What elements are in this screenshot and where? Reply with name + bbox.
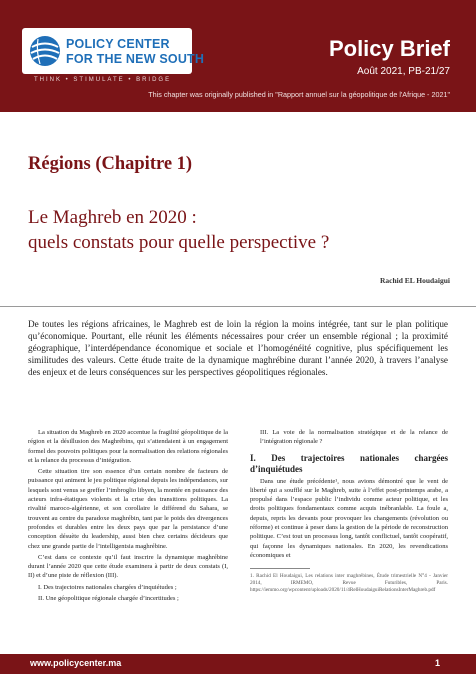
tagline: THINK • STIMULATE • BRIDGE [34,77,172,83]
footnote: 1. Rachid El Houdaigui, Les relations inter maghrébines, Étude trimestrielle N°4 - Janvier 2014, IRMEMO, Revue Futuribles, Paris. https://iemmo.org/wpcontent/uploads/2020/11/4RelHoudaiguiRelationsInterMaghreb.pdf [250,573,448,594]
header-band [0,0,476,112]
outline-item: I. Des trajectoires nationales chargées d’inquiétudes ; [38,583,177,591]
abstract-divider [0,306,476,307]
left-column [28,428,228,605]
main-title-line2: quels constats pour quelle perspective ? [28,232,330,253]
outline-item: II. Une géopolitique régionale chargée d’incertitudes ; [38,595,179,603]
website-link[interactable]: www.policycenter.ma [30,658,122,668]
right-column [250,428,448,596]
logo-text-line2: FOR THE NEW SOUTH [66,52,205,66]
logo-text-line1: POLICY CENTER [66,37,170,51]
main-title-line1: Le Maghreb en 2020 : [28,207,197,228]
outline-item: III. La voie de la normalisation stratégique et de la relance de l’intégration régionale ? [260,429,448,446]
author-name: Rachid EL Houdaigui [379,276,450,285]
brief-title: Policy Brief [328,36,450,61]
brief-date: Août 2021, PB-21/27 [357,66,450,77]
body-paragraph: La situation du Maghreb en 2020 accentue la fragilité géopolitique de la région et la désillusion des Maghrébins, qui s’attendaient à un engagement formel des pouvoirs politiques pour la normalisation des relations régionales et la relance du processus d’intégration. [28,429,228,464]
subsection-heading: I. Des trajectoires nationales chargées d’inquiétudes [250,452,448,474]
footer-band [0,654,476,674]
publication-note: This chapter was originally published in "Rapport annuel sur la géopolitique de l'Afrique - 2021" [148,90,450,99]
body-paragraph: Dans une étude précédente¹, nous avions démontré que le vent de liberté qui a soufflé sur le Maghreb, suite à l’effet post-printemps arabe, a propulsé dans l’espace public l’individu comme acteur politique, et les droits politiques fondamentaux comme acquis inébranlable. La foule a, depuis, repris les devants pour provoquer les changements (révolution ou réforme) et continue à peser dans la gestion de la période de reconstruction politique. C’est tout un processus long, tantôt conflictuel, tantôt coopératif, qui façonne les dynamiques nationales. En 2020, les revendications économiques et [250,477,448,559]
body-paragraph: C’est dans ce contexte qu’il faut inscrire la dynamique maghrébine durant l’année 2020 que cette étude examinera à partir de deux constats (I, II) et d’une piste de réflexion (III). [28,553,228,580]
logo[interactable] [22,28,205,74]
abstract: De toutes les régions africaines, le Maghreb est de loin la région la moins intégrée, tant sur le plan politique qu’économique. Pourtant, elle réunit les éléments nécessaires pour créer un ensemble régional ; la proximité géographique, l’interdépendance économique et sociale et l’homogénéité cognitive, plus spécifiquement les similitudes des valeurs. Cette étude traite de la dynamique maghrébine durant l’année 2020, à travers l’analyse des enjeux et de leurs conséquences sur les perspectives géopolitiques régionales. [28,319,448,377]
section-title: Régions (Chapitre 1) [28,154,193,174]
footnote-divider [250,568,310,569]
body-paragraph: Cette situation tire son essence d’un certain nombre de facteurs de puissance qui animent le jeu politique régional depuis les indépendances, sur lesquels sont venus se greffer l’imbroglio libyen, la montée en puissance des acteurs infra-étatiques violents et la crise des transitions politiques. La rivalité maroco-algérienne, et son corollaire le différend du Sahara, se trouvent au centre du paradoxe maghrébin, tant par le poids des divergences profondes et durables entre les deux pays que par la persistance d’une conception désuète du leadership, aussi bien chez certains décideurs que chez une grande partie de l’intelligentsia maghrébine. [28,468,228,550]
page-number: 1 [434,658,440,668]
globe-logo-icon [28,34,62,68]
